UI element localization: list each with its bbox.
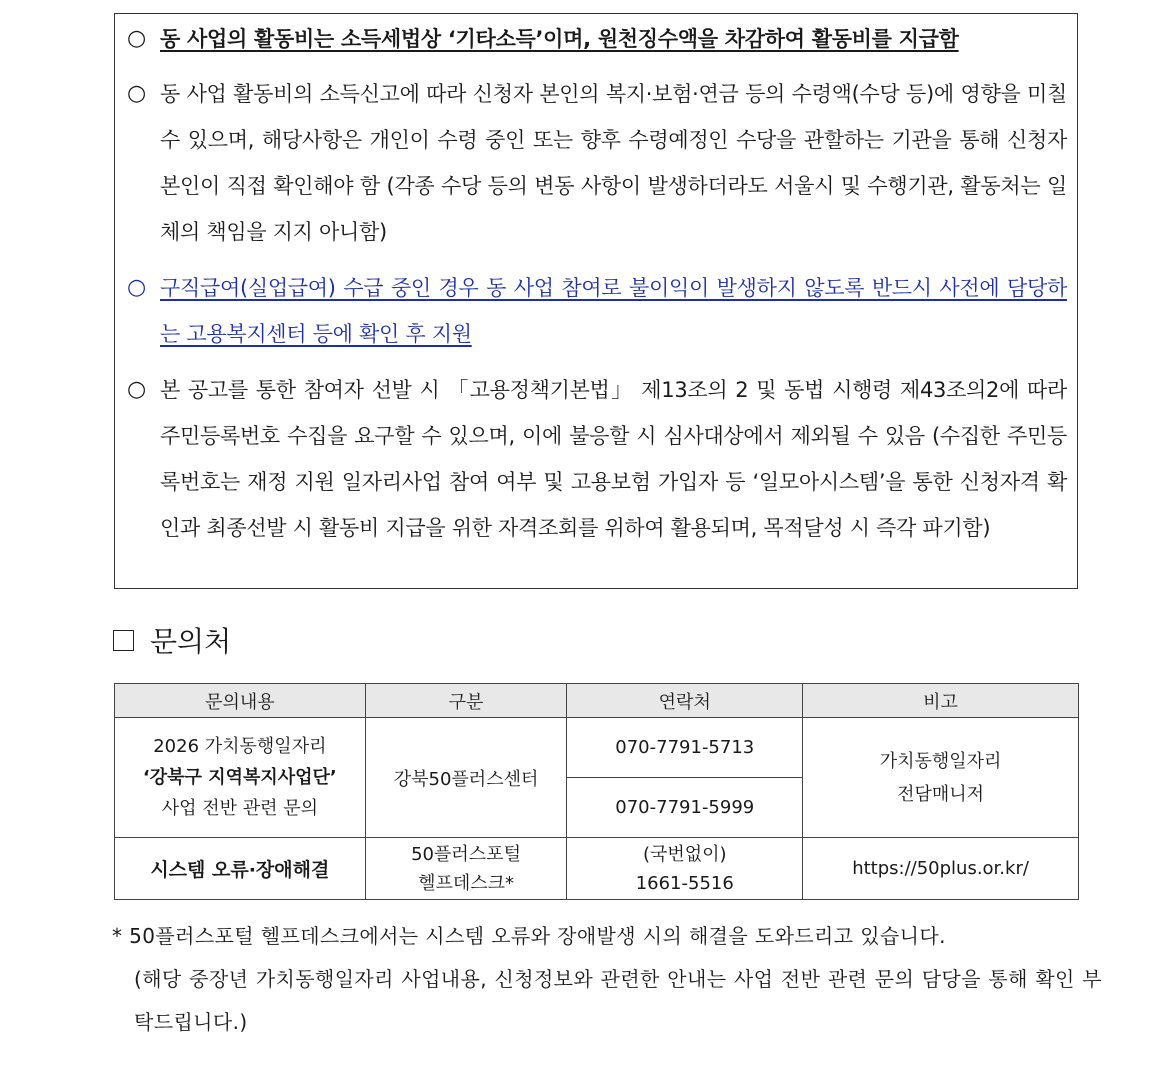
cell-line: 50플러스포털 (411, 843, 521, 865)
bullet-circle-icon: ○ (127, 81, 147, 106)
notice-item-unemployment (127, 265, 1067, 357)
inquiry-content-cell: 시스템 오류·장애해결 (115, 838, 366, 900)
footnote-paren: (해당 중장년 가치동행일자리 사업내용, 신청정보와 관련한 안내는 사업 전반 관련 문의 담당을 통해 확인 부탁드립니다.) (134, 967, 1102, 1034)
footnote (112, 915, 1102, 1044)
division-cell: 강북50플러스센터 (365, 718, 567, 838)
section-title (113, 620, 231, 660)
portal-url-link[interactable]: https://50plus.or.kr/ (852, 858, 1029, 879)
checkbox-square-icon (113, 630, 134, 651)
footnote-line: * 50플러스포털 헬프데스크에서는 시스템 오류와 장애발생 시의 해결을 도와드리고 있습니다. (112, 924, 946, 948)
notice-text: 구직급여(실업급여) 수급 중인 경우 동 사업 참여로 불이익이 발생하지 않도록 반드시 사전에 담당하는 고용복지센터 등에 확인 후 지원 (160, 276, 1067, 346)
table-header-row (115, 684, 1079, 718)
cell-line: 헬프데스크* (418, 872, 515, 894)
cell-line: 전담매니저 (897, 783, 985, 805)
table-header: 문의내용 (115, 684, 366, 718)
contact-table (114, 683, 1079, 900)
cell-line: 2026 가치동행일자리 (153, 736, 327, 757)
section-title-text: 문의처 (150, 625, 232, 658)
notice-text: 본 공고를 통한 참여자 선발 시 「고용정책기본법」 제13조의 2 및 동법 시행령 제43조의2에 따라 주민등록번호 수집을 요구할 수 있으며, 이에 불응할 시 심사대상에서 제외될 수 있음 (수집한 주민등록번호는 재정 지원 일자리사업 참여 여부 및 고용보험 가입자 등 ‘일모아시스템’을 통한 신청자격 확인과 최종선발 시 활동비 지급을 위한 자격조회를 위하여 활용되며, 목적달성 시 즉각 파기함) (160, 378, 1067, 540)
notice-item-resident-number (127, 367, 1067, 551)
note-cell (803, 718, 1079, 838)
notice-item-income-report (127, 71, 1067, 255)
bullet-circle-icon: ○ (127, 26, 147, 51)
phone-cell: 070-7791-5713 (567, 718, 803, 778)
cell-line: ‘강북구 지역복지사업단’ (142, 767, 337, 788)
cell-line: (국번없이) (642, 843, 727, 865)
cell-line: 사업 전반 관련 문의 (161, 798, 318, 819)
notice-text: 동 사업 활동비의 소득신고에 따라 신청자 본인의 복지·보험·연금 등의 수령액(수당 등)에 영향을 미칠 수 있으며, 해당사항은 개인이 수령 중인 또는 향후 수령예정인 수당을 관할하는 기관을 통해 신청자 본인이 직접 확인해야 함 (각종 수당 등의 변동 사항이 발생하더라도 서울시 및 수행기관, 활동처는 일체의 책임을 지지 아니함) (160, 82, 1067, 244)
table-header: 구분 (365, 684, 567, 718)
notice-box (114, 13, 1078, 589)
note-link-cell (803, 838, 1079, 900)
phone-cell: 070-7791-5999 (567, 778, 803, 838)
notice-text: 동 사업의 활동비는 소득세법상 ‘기타소득’이며, 원천징수액을 차감하여 활동비를 지급함 (160, 27, 959, 51)
phone-cell (567, 838, 803, 900)
division-cell (365, 838, 567, 900)
table-row (115, 718, 1079, 778)
bullet-circle-icon: ○ (127, 377, 147, 402)
table-header: 비고 (803, 684, 1079, 718)
cell-line: 1661-5516 (635, 872, 734, 894)
cell-line: 가치동행일자리 (879, 750, 1002, 772)
table-header: 연락처 (567, 684, 803, 718)
bullet-circle-icon: ○ (127, 275, 147, 300)
notice-item-tax (127, 16, 1067, 62)
table-row (115, 838, 1079, 900)
inquiry-content-cell (115, 718, 366, 838)
